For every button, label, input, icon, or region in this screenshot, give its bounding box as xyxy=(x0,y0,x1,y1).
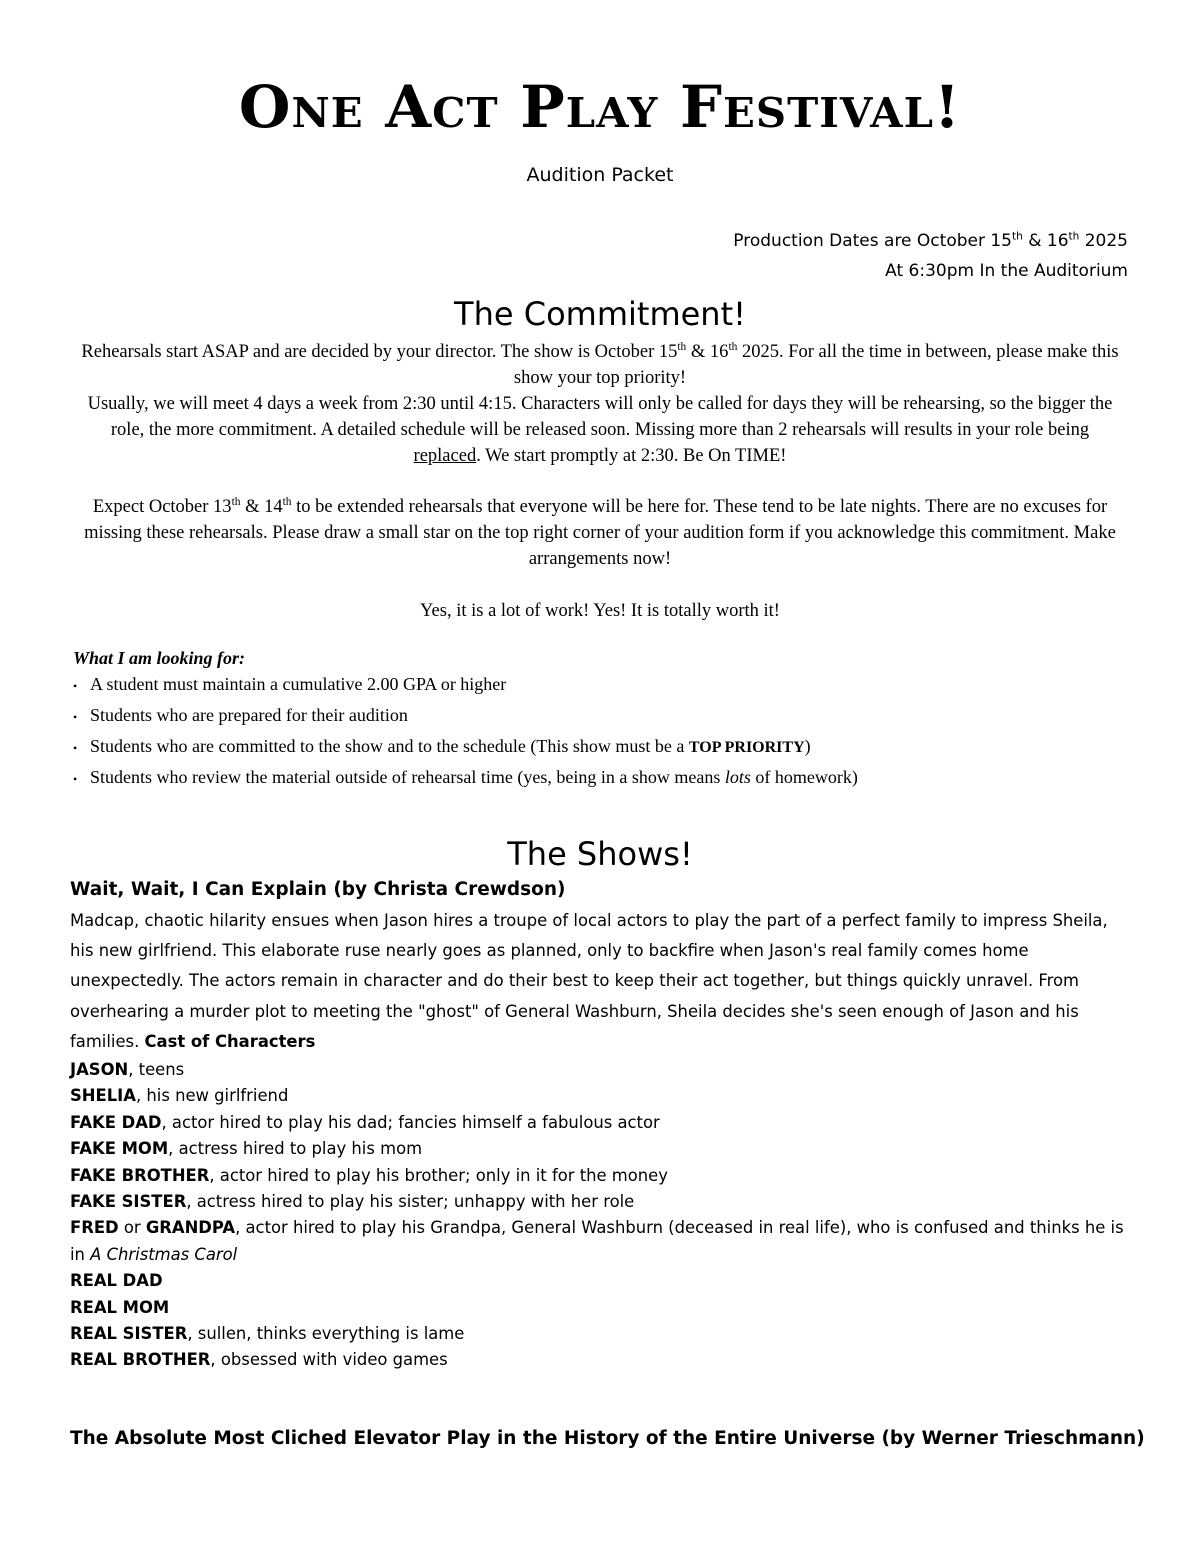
looking-for-heading: What I am looking for: xyxy=(73,648,246,668)
cast-item: FAKE MOM, actress hired to play his mom xyxy=(70,1139,423,1159)
show-1-description: Madcap, chaotic hilarity ensues when Jason hires a troupe of local actors to play the part of a perfect family to impress Sheila, his new girlfriend. This elaborate ruse nearly goes as planned, only to backfire when Jason's real family comes home unexpectedly. The actors remain in character and do their best to keep their act together, but things quickly unravel. From overhearing a murder plot to meeting the "ghost" of General Washburn, Sheila decides she's seen enough of Jason and his families. Cast of Characters xyxy=(70,911,1108,1051)
show-1-title: Wait, Wait, I Can Explain (by Christa Crewdson) xyxy=(70,879,566,900)
production-dates: Production Dates are October 15th & 16th 2025 xyxy=(733,230,1128,251)
cast-item: FAKE BROTHER, actor hired to play his brother; only in it for the money xyxy=(70,1165,668,1185)
page-subtitle: Audition Packet xyxy=(526,164,674,186)
commitment-paragraph-2: Expect October 13th & 14th to be extended rehearsals that everyone will be here for. These tend to be late nights. There are no excuses for missing these rehearsals. Please draw a small star on the top right corner of your audition form if you acknowledge this commitment. Make arrangements now! xyxy=(84,495,1116,569)
list-item: • Students who review the material outside of rehearsal time (yes, being in a show means lots of homework) xyxy=(73,767,858,787)
cast-item: SHELIA, his new girlfriend xyxy=(70,1086,289,1106)
cast-item: REAL BROTHER, obsessed with video games xyxy=(70,1350,448,1370)
commitment-paragraph-3: Yes, it is a lot of work! Yes! It is totally worth it! xyxy=(420,601,780,621)
cast-list xyxy=(70,1057,1132,1374)
shows-heading: The Shows! xyxy=(507,835,693,873)
list-item: • A student must maintain a cumulative 2.00 GPA or higher xyxy=(73,674,507,694)
list-item: • Students who are prepared for their audition xyxy=(73,705,408,725)
show-2-title: The Absolute Most Cliched Elevator Play in the History of the Entire Universe (by Werner Trieschmann) xyxy=(70,1428,1145,1449)
cast-item: REAL MOM xyxy=(70,1297,170,1317)
commitment-heading: The Commitment! xyxy=(454,295,746,333)
cast-item: REAL DAD xyxy=(70,1271,163,1291)
list-item: • Students who are committed to the show and to the schedule (This show must be a TOP PRIORITY) xyxy=(73,736,811,756)
commitment-paragraph-1: Rehearsals start ASAP and are decided by your director. The show is October 15th & 16th 2025. For all the time in between, please make this show your top priority! Usually, we will meet 4 days a week from 2:30 until 4:15. Characters will only be called for days they will be rehearsing, so the bigger the role, the more commitment. A detailed schedule will be released soon. Missing more than 2 rehearsals will results in your role being replaced. We start promptly at 2:30. Be On TIME! xyxy=(81,340,1119,466)
cast-item: REAL SISTER, sullen, thinks everything is lame xyxy=(70,1324,465,1344)
production-time: At 6:30pm In the Auditorium xyxy=(885,261,1128,281)
cast-item: FAKE DAD, actor hired to play his dad; fancies himself a fabulous actor xyxy=(70,1112,660,1132)
cast-item: FRED or GRANDPA, actor hired to play his Grandpa, General Washburn (deceased in real life), who is confused and thinks he is in A Christmas Carol xyxy=(70,1218,1124,1264)
cast-item: FAKE SISTER, actress hired to play his sister; unhappy with her role xyxy=(70,1192,635,1212)
looking-for-list xyxy=(73,670,1133,794)
page-title: One Act Play Festival! xyxy=(238,73,962,141)
cast-item: JASON, teens xyxy=(70,1060,185,1079)
